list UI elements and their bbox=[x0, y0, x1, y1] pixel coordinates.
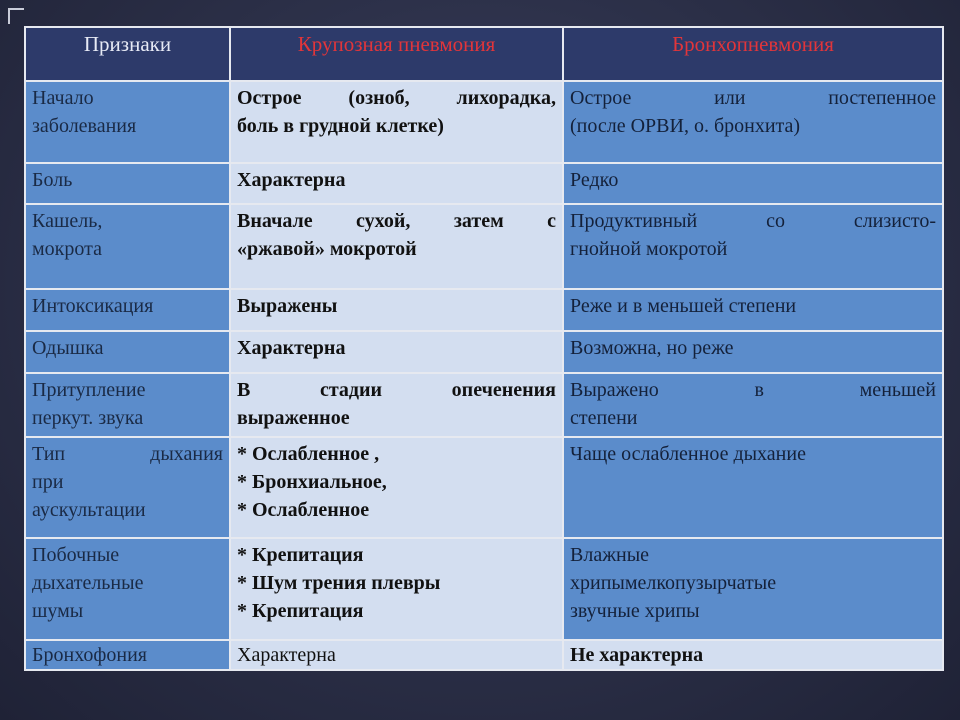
lobar-cell: Выражены bbox=[230, 289, 563, 331]
lobar-cell: * Крепитация * Шум трения плевры * Крепитация bbox=[230, 538, 563, 640]
table-row bbox=[25, 204, 943, 289]
table-row bbox=[25, 331, 943, 373]
sign-cell: Одышка bbox=[25, 331, 230, 373]
broncho-cell: Реже и в меньшей степени bbox=[563, 289, 943, 331]
broncho-cell: Продуктивный со слизисто- гнойной мокротой bbox=[563, 204, 943, 289]
header-bronchopneumonia: Бронхопневмония bbox=[563, 27, 943, 81]
pneumonia-comparison-table bbox=[24, 26, 944, 671]
sign-cell: Боль bbox=[25, 163, 230, 204]
lobar-cell: Характерна bbox=[230, 163, 563, 204]
sign-cell: Интоксикация bbox=[25, 289, 230, 331]
broncho-cell: Редко bbox=[563, 163, 943, 204]
sign-cell: Тип дыхания при аускультации bbox=[25, 437, 230, 538]
sign-cell: Начало заболевания bbox=[25, 81, 230, 163]
broncho-cell: Острое или постепенное (после ОРВИ, о. бронхита) bbox=[563, 81, 943, 163]
broncho-cell: Возможна, но реже bbox=[563, 331, 943, 373]
table-row bbox=[25, 373, 943, 437]
lobar-cell: * Ослабленное , * Бронхиальное, * Ослабленное bbox=[230, 437, 563, 538]
lobar-cell: В стадии опеченения выраженное bbox=[230, 373, 563, 437]
table-row bbox=[25, 163, 943, 204]
table-row bbox=[25, 289, 943, 331]
header-row bbox=[25, 27, 943, 81]
broncho-cell: Выражено в меньшей степени bbox=[563, 373, 943, 437]
sign-cell: Притупление перкут. звука bbox=[25, 373, 230, 437]
sign-cell: Побочные дыхательные шумы bbox=[25, 538, 230, 640]
corner-bracket-decoration bbox=[8, 8, 24, 24]
lobar-cell: Острое (озноб, лихорадка, боль в грудной клетке) bbox=[230, 81, 563, 163]
lobar-cell: Характерна bbox=[230, 331, 563, 373]
broncho-cell: Чаще ослабленное дыхание bbox=[563, 437, 943, 538]
sign-cell: Бронхофония bbox=[25, 640, 230, 670]
header-signs: Признаки bbox=[25, 27, 230, 81]
lobar-cell: Вначале сухой, затем с «ржавой» мокротой bbox=[230, 204, 563, 289]
header-lobar-pneumonia: Крупозная пневмония bbox=[230, 27, 563, 81]
table-row bbox=[25, 81, 943, 163]
table-row bbox=[25, 538, 943, 640]
broncho-cell: Влажные хрипымелкопузырчатые звучные хрипы bbox=[563, 538, 943, 640]
table-row bbox=[25, 640, 943, 670]
lobar-cell: Характерна bbox=[230, 640, 563, 670]
broncho-cell: Не характерна bbox=[563, 640, 943, 670]
sign-cell: Кашель, мокрота bbox=[25, 204, 230, 289]
table-row bbox=[25, 437, 943, 538]
